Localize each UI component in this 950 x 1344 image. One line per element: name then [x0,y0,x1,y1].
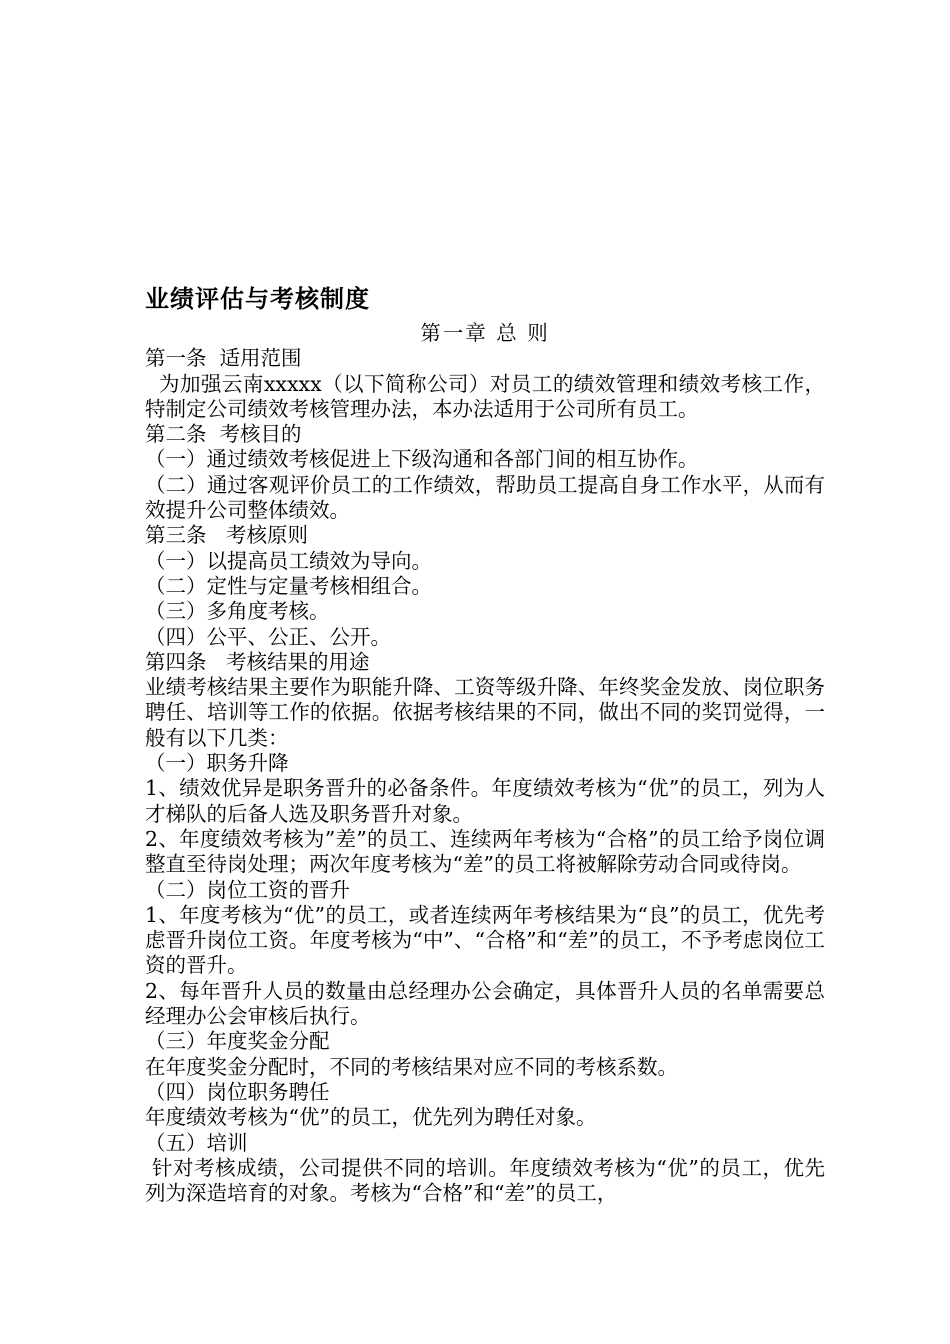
section-salary-item-2: 2、每年晋升人员的数量由总经理办公会确定，具体晋升人员的名单需要总经理办公会审核后执行。 [145,978,825,1029]
section-bonus-text: 在年度奖金分配时，不同的考核结果对应不同的考核系数。 [145,1054,678,1079]
article-2-heading: 第二条 考核目的 [145,422,302,447]
section-training-text: 针对考核成绩，公司提供不同的培训。年度绩效考核为“优”的员工，优先列为深造培育的对象。考核为“合格”和“差”的员工， [145,1155,825,1206]
section-appointment-text: 年度绩效考核为“优”的员工，优先列为聘任对象。 [145,1105,597,1130]
chapter-heading: 第一章 总 则 [420,321,550,345]
article-2-item-1: （一）通过绩效考核促进上下级沟通和各部门间的相互协作。 [145,447,699,472]
section-training-heading: （五）培训 [145,1130,248,1155]
article-3-heading: 第三条 考核原则 [145,523,309,548]
document-title: 业绩评估与考核制度 [145,285,370,313]
article-2-item-2: （二）通过客观评价员工的工作绩效，帮助员工提高自身工作水平，从而有效提升公司整体绩效。 [145,472,825,523]
article-1-text: 为加强云南xxxxx（以下简称公司）对员工的绩效管理和绩效考核工作，特制定公司绩效考核管理办法，本办法适用于公司所有员工。 [145,371,825,421]
section-appointment-heading: （四）岗位职务聘任 [145,1079,330,1104]
section-salary-heading: （二）岗位工资的晋升 [145,877,350,902]
document-body [145,281,825,1206]
article-3-item-4: （四）公平、公正、公开。 [145,624,391,649]
section-promotion-item-2: 2、年度绩效考核为”差”的员工、连续两年考核为“合格”的员工给予岗位调整直至待岗处理；两次年度考核为“差”的员工将被解除劳动合同或待岗。 [145,826,825,877]
article-3-item-3: （三）多角度考核。 [145,599,330,624]
article-3-item-2: （二）定性与定量考核相组合。 [145,573,432,598]
section-bonus-heading: （三）年度奖金分配 [145,1029,330,1054]
article-3-item-1: （一）以提高员工绩效为导向。 [145,548,432,573]
section-promotion-heading: （一）职务升降 [145,751,289,776]
article-1-heading: 第一条 适用范围 [145,346,302,371]
article-4-intro: 业绩考核结果主要作为职能升降、工资等级升降、年终奖金发放、岗位职务聘任、培训等工作的依据。依据考核结果的不同，做出不同的奖罚觉得，一般有以下几类： [145,675,825,750]
section-salary-item-1: 1、年度考核为“优”的员工，或者连续两年考核结果为“良”的员工，优先考虑晋升岗位工资。年度考核为“中”、“合格”和“差”的员工，不予考虑岗位工资的晋升。 [145,902,825,978]
article-4-heading: 第四条 考核结果的用途 [145,649,370,674]
section-promotion-item-1: 1、绩效优异是职务晋升的必备条件。年度绩效考核为“优”的员工，列为人才梯队的后备人选及职务晋升对象。 [145,776,825,826]
